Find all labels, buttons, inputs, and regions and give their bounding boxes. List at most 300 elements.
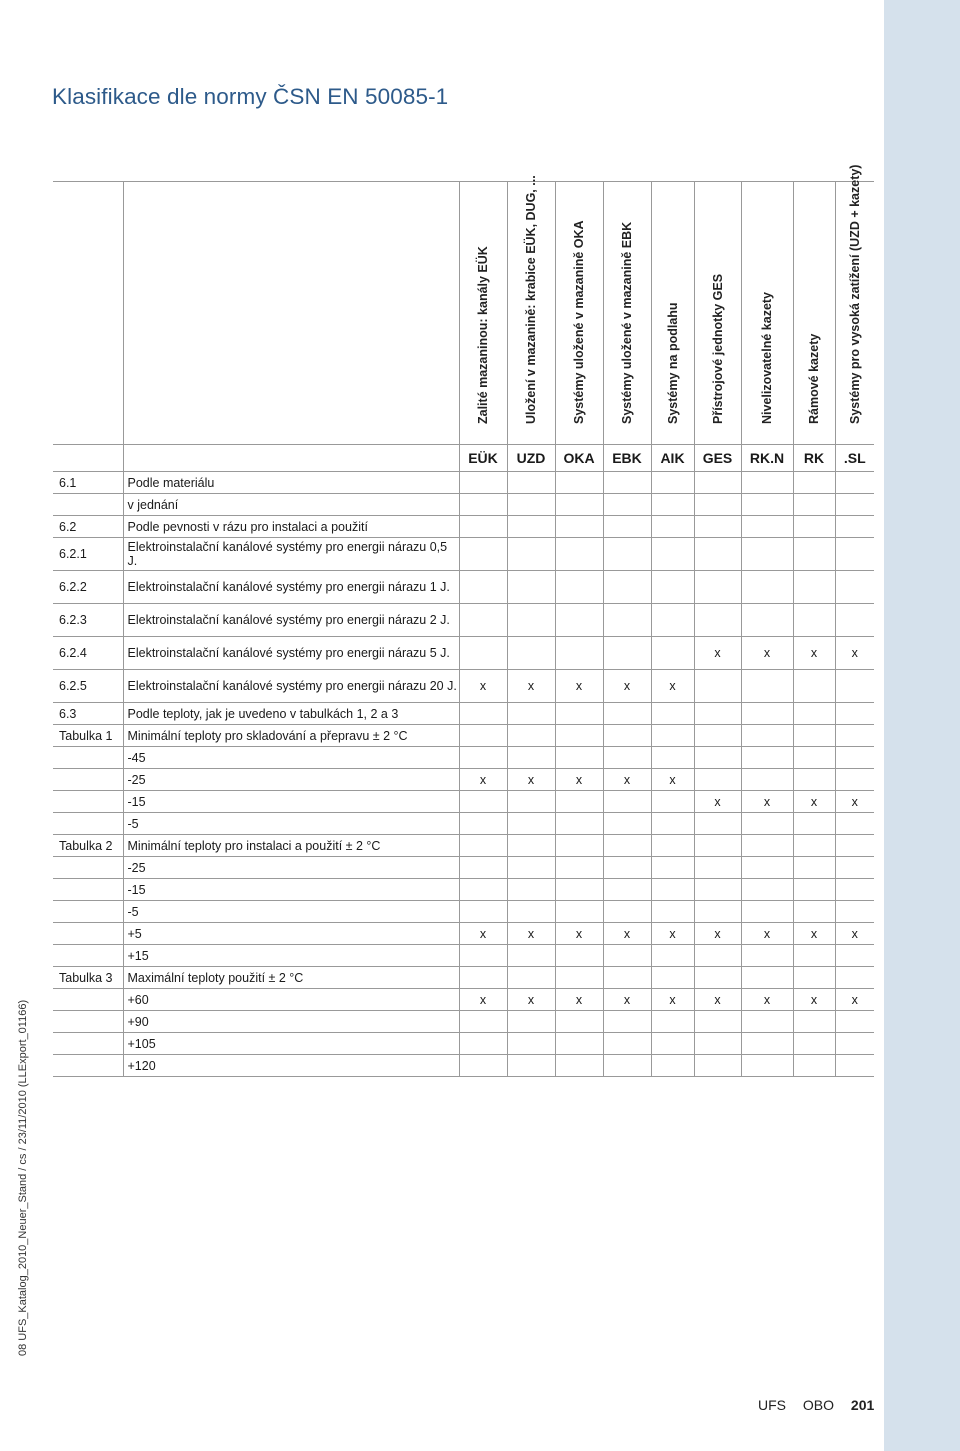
mark-cell: [603, 901, 651, 923]
table-row: [53, 571, 874, 604]
mark-cell: [555, 604, 603, 637]
table-row: [53, 791, 874, 813]
mark-cell: [555, 571, 603, 604]
mark-cell: [459, 604, 507, 637]
mark-cell: x: [459, 670, 507, 703]
mark-cell: [603, 945, 651, 967]
mark-cell: [459, 945, 507, 967]
mark-cell: [555, 538, 603, 571]
mark-cell: x: [741, 637, 793, 670]
mark-cell: [651, 967, 694, 989]
mark-cell: x: [793, 989, 835, 1011]
mark-cell: [835, 494, 874, 516]
mark-cell: [555, 703, 603, 725]
mark-cell: [835, 472, 874, 494]
mark-cell: x: [651, 670, 694, 703]
row-number: 6.1: [53, 472, 123, 494]
mark-cell: x: [507, 769, 555, 791]
mark-cell: [603, 1033, 651, 1055]
row-description: Minimální teploty pro skladování a přepravu ± 2 °C: [123, 725, 459, 747]
row-number: 6.2.1: [53, 538, 123, 571]
column-header: [651, 182, 694, 445]
column-code: RK.N: [741, 445, 793, 472]
table-row: [53, 857, 874, 879]
mark-cell: [651, 813, 694, 835]
mark-cell: [459, 901, 507, 923]
mark-cell: [651, 901, 694, 923]
row-description: -15: [123, 879, 459, 901]
mark-cell: x: [651, 769, 694, 791]
mark-cell: [793, 516, 835, 538]
table-row: [53, 494, 874, 516]
mark-cell: [835, 945, 874, 967]
mark-cell: [793, 494, 835, 516]
mark-cell: [507, 637, 555, 670]
column-header: [694, 182, 741, 445]
column-header-label: Přístrojové jednotky GES: [710, 273, 725, 424]
mark-cell: [459, 538, 507, 571]
mark-cell: [555, 857, 603, 879]
mark-cell: [793, 945, 835, 967]
mark-cell: x: [651, 923, 694, 945]
table-row: [53, 637, 874, 670]
mark-cell: [507, 945, 555, 967]
mark-cell: [741, 571, 793, 604]
row-number: 6.3: [53, 703, 123, 725]
mark-cell: [793, 1033, 835, 1055]
mark-cell: [741, 835, 793, 857]
mark-cell: [651, 1055, 694, 1077]
row-description: Minimální teploty pro instalaci a použití ± 2 °C: [123, 835, 459, 857]
side-imprint: 08 UFS_Katalog_2010_Neuer_Stand / cs / 23/11/2010 (LLExport_01166): [17, 999, 29, 1356]
mark-cell: [459, 857, 507, 879]
mark-cell: [741, 967, 793, 989]
mark-cell: [555, 472, 603, 494]
mark-cell: [603, 967, 651, 989]
mark-cell: [507, 901, 555, 923]
row-number: [53, 923, 123, 945]
mark-cell: x: [603, 989, 651, 1011]
mark-cell: [835, 703, 874, 725]
page-footer: [758, 1397, 874, 1413]
mark-cell: [741, 857, 793, 879]
mark-cell: [741, 472, 793, 494]
row-description: Elektroinstalační kanálové systémy pro energii nárazu 20 J.: [123, 670, 459, 703]
mark-cell: x: [507, 923, 555, 945]
mark-cell: [694, 879, 741, 901]
mark-cell: [835, 1055, 874, 1077]
mark-cell: [651, 604, 694, 637]
mark-cell: [793, 703, 835, 725]
mark-cell: [651, 725, 694, 747]
column-header: [835, 164, 874, 445]
row-number: Tabulka 3: [53, 967, 123, 989]
mark-cell: [459, 516, 507, 538]
mark-cell: [507, 1055, 555, 1077]
column-code: .SL: [835, 445, 874, 472]
mark-cell: [555, 637, 603, 670]
mark-cell: [741, 901, 793, 923]
mark-cell: [507, 1011, 555, 1033]
mark-cell: [741, 1011, 793, 1033]
row-number: Tabulka 1: [53, 725, 123, 747]
mark-cell: [603, 835, 651, 857]
row-description: Podle pevnosti v rázu pro instalaci a použití: [123, 516, 459, 538]
mark-cell: [603, 725, 651, 747]
mark-cell: [459, 967, 507, 989]
mark-cell: [651, 1011, 694, 1033]
mark-cell: [741, 516, 793, 538]
mark-cell: [555, 813, 603, 835]
mark-cell: [651, 571, 694, 604]
mark-cell: [835, 538, 874, 571]
mark-cell: [741, 879, 793, 901]
mark-cell: [507, 857, 555, 879]
column-code: AIK: [651, 445, 694, 472]
mark-cell: [694, 571, 741, 604]
mark-cell: [793, 725, 835, 747]
mark-cell: [555, 494, 603, 516]
table-row: [53, 604, 874, 637]
mark-cell: x: [603, 923, 651, 945]
mark-cell: [835, 813, 874, 835]
mark-cell: [835, 1033, 874, 1055]
mark-cell: [835, 967, 874, 989]
column-header: [507, 175, 555, 445]
mark-cell: [459, 747, 507, 769]
table-row: [53, 472, 874, 494]
mark-cell: [555, 791, 603, 813]
mark-cell: [603, 637, 651, 670]
mark-cell: x: [835, 923, 874, 945]
mark-cell: [835, 725, 874, 747]
column-header-label: Systémy uložené v mazanině EBK: [620, 221, 634, 424]
column-code: OKA: [555, 445, 603, 472]
row-description: Elektroinstalační kanálové systémy pro energii nárazu 2 J.: [123, 604, 459, 637]
mark-cell: [793, 857, 835, 879]
mark-cell: [793, 604, 835, 637]
table-row: [53, 747, 874, 769]
mark-cell: [603, 857, 651, 879]
mark-cell: [651, 857, 694, 879]
mark-cell: [507, 835, 555, 857]
column-header: [793, 182, 835, 445]
mark-cell: [555, 1011, 603, 1033]
mark-cell: x: [507, 989, 555, 1011]
mark-cell: [603, 879, 651, 901]
row-number: [53, 769, 123, 791]
mark-cell: [793, 670, 835, 703]
mark-cell: [694, 945, 741, 967]
mark-cell: [459, 1011, 507, 1033]
column-header: [459, 182, 507, 445]
mark-cell: [507, 813, 555, 835]
mark-cell: [555, 747, 603, 769]
mark-cell: [507, 967, 555, 989]
mark-cell: x: [694, 791, 741, 813]
mark-cell: [835, 747, 874, 769]
mark-cell: [694, 703, 741, 725]
row-description: -25: [123, 857, 459, 879]
row-description: Podle teploty, jak je uvedeno v tabulkách 1, 2 a 3: [123, 703, 459, 725]
mark-cell: x: [603, 769, 651, 791]
mark-cell: [741, 945, 793, 967]
mark-cell: [741, 604, 793, 637]
column-code: EBK: [603, 445, 651, 472]
table-row: [53, 725, 874, 747]
mark-cell: [603, 747, 651, 769]
mark-cell: x: [555, 923, 603, 945]
mark-cell: [555, 945, 603, 967]
mark-cell: [603, 1011, 651, 1033]
mark-cell: [603, 516, 651, 538]
column-code-row: [53, 445, 874, 472]
mark-cell: [507, 747, 555, 769]
row-description: -5: [123, 813, 459, 835]
column-code: UZD: [507, 445, 555, 472]
mark-cell: x: [651, 989, 694, 1011]
row-number: [53, 791, 123, 813]
mark-cell: [835, 571, 874, 604]
row-number: 6.2.4: [53, 637, 123, 670]
mark-cell: x: [694, 923, 741, 945]
mark-cell: [507, 791, 555, 813]
mark-cell: [694, 1011, 741, 1033]
mark-cell: [507, 879, 555, 901]
column-header-label: Rámové kazety: [807, 333, 821, 424]
row-number: [53, 1011, 123, 1033]
mark-cell: [507, 725, 555, 747]
mark-cell: x: [793, 637, 835, 670]
mark-cell: [555, 879, 603, 901]
mark-cell: x: [694, 989, 741, 1011]
mark-cell: x: [741, 989, 793, 1011]
mark-cell: [459, 494, 507, 516]
mark-cell: [507, 538, 555, 571]
mark-cell: [459, 725, 507, 747]
mark-cell: [603, 813, 651, 835]
mark-cell: x: [835, 989, 874, 1011]
mark-cell: [694, 901, 741, 923]
mark-cell: [651, 791, 694, 813]
mark-cell: [459, 472, 507, 494]
mark-cell: [651, 516, 694, 538]
row-description: -45: [123, 747, 459, 769]
column-header-label: Zalité mazaninou: kanály EÜK: [476, 246, 490, 424]
mark-cell: [741, 494, 793, 516]
row-description: +90: [123, 1011, 459, 1033]
column-header-row: [53, 182, 874, 445]
mark-cell: [555, 835, 603, 857]
row-description: Elektroinstalační kanálové systémy pro energii nárazu 5 J.: [123, 637, 459, 670]
table-row: [53, 1033, 874, 1055]
mark-cell: x: [459, 769, 507, 791]
mark-cell: [694, 747, 741, 769]
row-description: Maximální teploty použití ± 2 °C: [123, 967, 459, 989]
mark-cell: [694, 769, 741, 791]
mark-cell: [835, 857, 874, 879]
mark-cell: [651, 1033, 694, 1055]
mark-cell: [694, 516, 741, 538]
mark-cell: [603, 604, 651, 637]
mark-cell: [694, 1033, 741, 1055]
mark-cell: [793, 769, 835, 791]
mark-cell: [694, 725, 741, 747]
mark-cell: [694, 670, 741, 703]
mark-cell: x: [793, 791, 835, 813]
mark-cell: [694, 604, 741, 637]
column-header: [603, 182, 651, 445]
mark-cell: [835, 516, 874, 538]
mark-cell: x: [603, 670, 651, 703]
footer-ufs: UFS: [758, 1397, 786, 1413]
row-description: +105: [123, 1033, 459, 1055]
table-row: [53, 901, 874, 923]
mark-cell: [603, 472, 651, 494]
mark-cell: [459, 1033, 507, 1055]
mark-cell: [694, 1055, 741, 1077]
mark-cell: [741, 747, 793, 769]
mark-cell: [603, 494, 651, 516]
row-number: [53, 945, 123, 967]
mark-cell: [651, 472, 694, 494]
mark-cell: [835, 769, 874, 791]
table-row: [53, 769, 874, 791]
table-row: [53, 703, 874, 725]
row-number: Tabulka 2: [53, 835, 123, 857]
mark-cell: [555, 725, 603, 747]
mark-cell: [694, 472, 741, 494]
table-row: [53, 879, 874, 901]
mark-cell: [651, 703, 694, 725]
table-row: [53, 1011, 874, 1033]
mark-cell: x: [694, 637, 741, 670]
mark-cell: x: [793, 923, 835, 945]
mark-cell: [555, 1055, 603, 1077]
mark-cell: [459, 637, 507, 670]
mark-cell: [793, 879, 835, 901]
mark-cell: [741, 813, 793, 835]
mark-cell: [835, 1011, 874, 1033]
column-header-label: Nivelizovatelné kazety: [760, 291, 774, 424]
mark-cell: [694, 857, 741, 879]
row-description: v jednání: [123, 494, 459, 516]
mark-cell: [793, 747, 835, 769]
mark-cell: x: [507, 670, 555, 703]
row-number: [53, 989, 123, 1011]
table-row: [53, 945, 874, 967]
mark-cell: [507, 516, 555, 538]
mark-cell: [694, 538, 741, 571]
mark-cell: [741, 703, 793, 725]
row-number: 6.2: [53, 516, 123, 538]
mark-cell: [793, 472, 835, 494]
mark-cell: [459, 813, 507, 835]
mark-cell: [603, 703, 651, 725]
row-number: 6.2.3: [53, 604, 123, 637]
mark-cell: [741, 1033, 793, 1055]
row-description: -15: [123, 791, 459, 813]
table-row: [53, 989, 874, 1011]
mark-cell: x: [555, 769, 603, 791]
mark-cell: [793, 1011, 835, 1033]
column-header-label: Systémy pro vysoká zatížení (UZD + kazety): [847, 164, 862, 424]
column-code: EÜK: [459, 445, 507, 472]
footer-obo: OBO: [802, 1397, 835, 1413]
mark-cell: [555, 1033, 603, 1055]
mark-cell: [651, 494, 694, 516]
mark-cell: [793, 571, 835, 604]
mark-cell: [793, 835, 835, 857]
mark-cell: [507, 571, 555, 604]
mark-cell: [459, 879, 507, 901]
mark-cell: x: [835, 637, 874, 670]
row-description: Podle materiálu: [123, 472, 459, 494]
row-number: [53, 494, 123, 516]
mark-cell: [835, 670, 874, 703]
mark-cell: [793, 813, 835, 835]
mark-cell: [459, 703, 507, 725]
column-code: RK: [793, 445, 835, 472]
row-number: [53, 1033, 123, 1055]
mark-cell: [459, 1055, 507, 1077]
row-number: [53, 857, 123, 879]
mark-cell: [694, 494, 741, 516]
table-row: [53, 835, 874, 857]
mark-cell: [507, 494, 555, 516]
table-row: [53, 670, 874, 703]
row-description: -5: [123, 901, 459, 923]
mark-cell: [459, 835, 507, 857]
mark-cell: [694, 835, 741, 857]
mark-cell: [835, 901, 874, 923]
table-row: [53, 538, 874, 571]
page-number: 201: [850, 1397, 875, 1413]
row-description: +15: [123, 945, 459, 967]
mark-cell: x: [835, 791, 874, 813]
mark-cell: x: [741, 791, 793, 813]
table-row: [53, 923, 874, 945]
table-row: [53, 516, 874, 538]
row-number: [53, 879, 123, 901]
row-number: [53, 813, 123, 835]
mark-cell: [507, 472, 555, 494]
table-row: [53, 967, 874, 989]
mark-cell: [507, 604, 555, 637]
mark-cell: [651, 747, 694, 769]
mark-cell: [651, 879, 694, 901]
column-header: [555, 182, 603, 445]
mark-cell: [555, 516, 603, 538]
mark-cell: [835, 835, 874, 857]
mark-cell: [555, 967, 603, 989]
row-description: -25: [123, 769, 459, 791]
mark-cell: x: [459, 923, 507, 945]
mark-cell: [793, 538, 835, 571]
column-header-label: Uložení v mazanině: krabice EÜK, DUG, ...: [524, 175, 538, 424]
column-header-label: Systémy na podlahu: [665, 302, 680, 424]
column-header: [741, 182, 793, 445]
column-code: GES: [694, 445, 741, 472]
mark-cell: [651, 835, 694, 857]
mark-cell: [603, 791, 651, 813]
row-description: +120: [123, 1055, 459, 1077]
mark-cell: [741, 1055, 793, 1077]
column-header-label: Systémy uložené v mazanině OKA: [572, 220, 586, 424]
mark-cell: [741, 725, 793, 747]
mark-cell: [793, 901, 835, 923]
mark-cell: [459, 571, 507, 604]
